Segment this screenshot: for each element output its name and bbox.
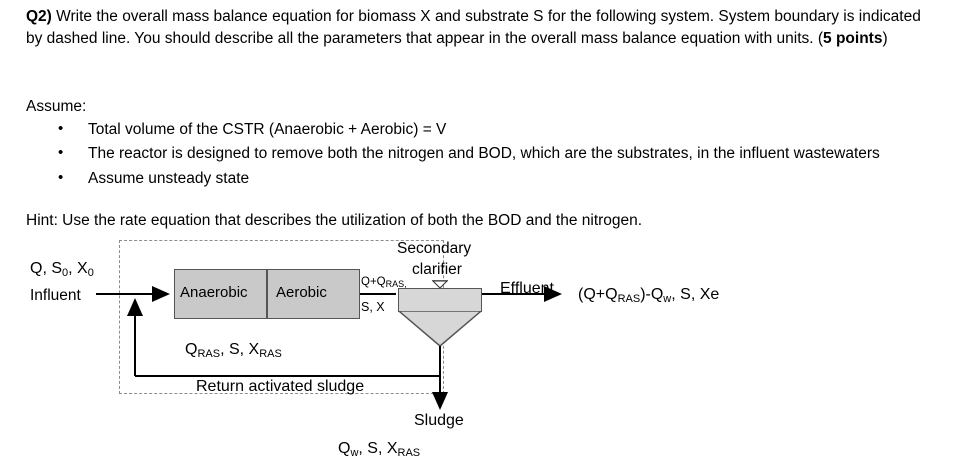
mixed-liquor-conc-label: S, X [361, 300, 385, 314]
sludge-sub2: RAS [397, 447, 421, 459]
mid-flow-q: Q+Q [361, 276, 386, 288]
influent-s-sub: 0 [62, 267, 69, 279]
question-number: Q2) [26, 8, 52, 25]
sludge-word-label: Sludge [414, 412, 464, 429]
ras-sx: , S, X [220, 341, 260, 358]
assume-bullet-0: • Total volume of the CSTR (Anaerobic + Aerobic) = V [52, 119, 932, 141]
question-points: 5 points [823, 30, 883, 48]
effluent-word-label: Effluent [500, 280, 554, 297]
question-body: Write the overall mass balance equation for biomass X and substrate S for the following system. System boundary is indicated by dashed line. You should describe all the parameters that appear in the overall mass balance equation with units. ( [26, 8, 921, 48]
mid-flow-sub: RAS, [385, 279, 407, 289]
ras-q: Q [185, 341, 198, 358]
influent-word-label: Influent [30, 287, 81, 304]
sludge-sx: , S, X [358, 440, 398, 457]
effluent-eq-c: , S, Xe [671, 286, 720, 303]
effluent-eq-a: (Q+Q [578, 286, 618, 303]
assume-heading: Assume: [26, 98, 87, 115]
effluent-eq-sub1: RAS [617, 293, 641, 305]
influent-stream-label [30, 260, 94, 279]
clarifier-label-line1: Secondary [397, 240, 472, 257]
flow-lines [0, 236, 954, 475]
ras-stream-label [185, 341, 282, 360]
assume-bullet-1: • The reactor is designed to remove both the nitrogen and BOD, which are the substrates, in the influent wastewaters [52, 143, 932, 165]
sludge-q: Q [338, 440, 351, 457]
waste-sludge-stream-label [338, 440, 420, 459]
ras-sub1: RAS [197, 348, 221, 360]
effluent-eq-sub2: w [663, 293, 672, 305]
clarifier-label-line2: clarifier [412, 261, 462, 278]
effluent-eq-b: )-Q [640, 286, 664, 303]
influent-x-sub: 0 [87, 267, 94, 279]
assume-bullet-2: • Assume unsteady state [52, 168, 932, 190]
ras-sub2: RAS [259, 348, 282, 360]
influent-q-s: Q, S [30, 260, 63, 277]
assume-bullets [52, 119, 932, 192]
process-flow-diagram [0, 236, 954, 475]
sludge-sub1: w [350, 447, 359, 459]
anaerobic-zone-label: Anaerobic [180, 284, 248, 301]
question-body-end: ) [882, 30, 888, 48]
influent-x: , X [68, 260, 88, 277]
hint-text: Hint: Use the rate equation that describes the utilization of both the BOD and the nitrogen. [26, 212, 643, 229]
mixed-liquor-flow-label [361, 276, 407, 289]
effluent-equation-label [578, 286, 719, 305]
aerobic-zone-label: Aerobic [276, 284, 327, 301]
question-text [26, 6, 932, 51]
return-activated-sludge-label: Return activated sludge [196, 378, 365, 395]
